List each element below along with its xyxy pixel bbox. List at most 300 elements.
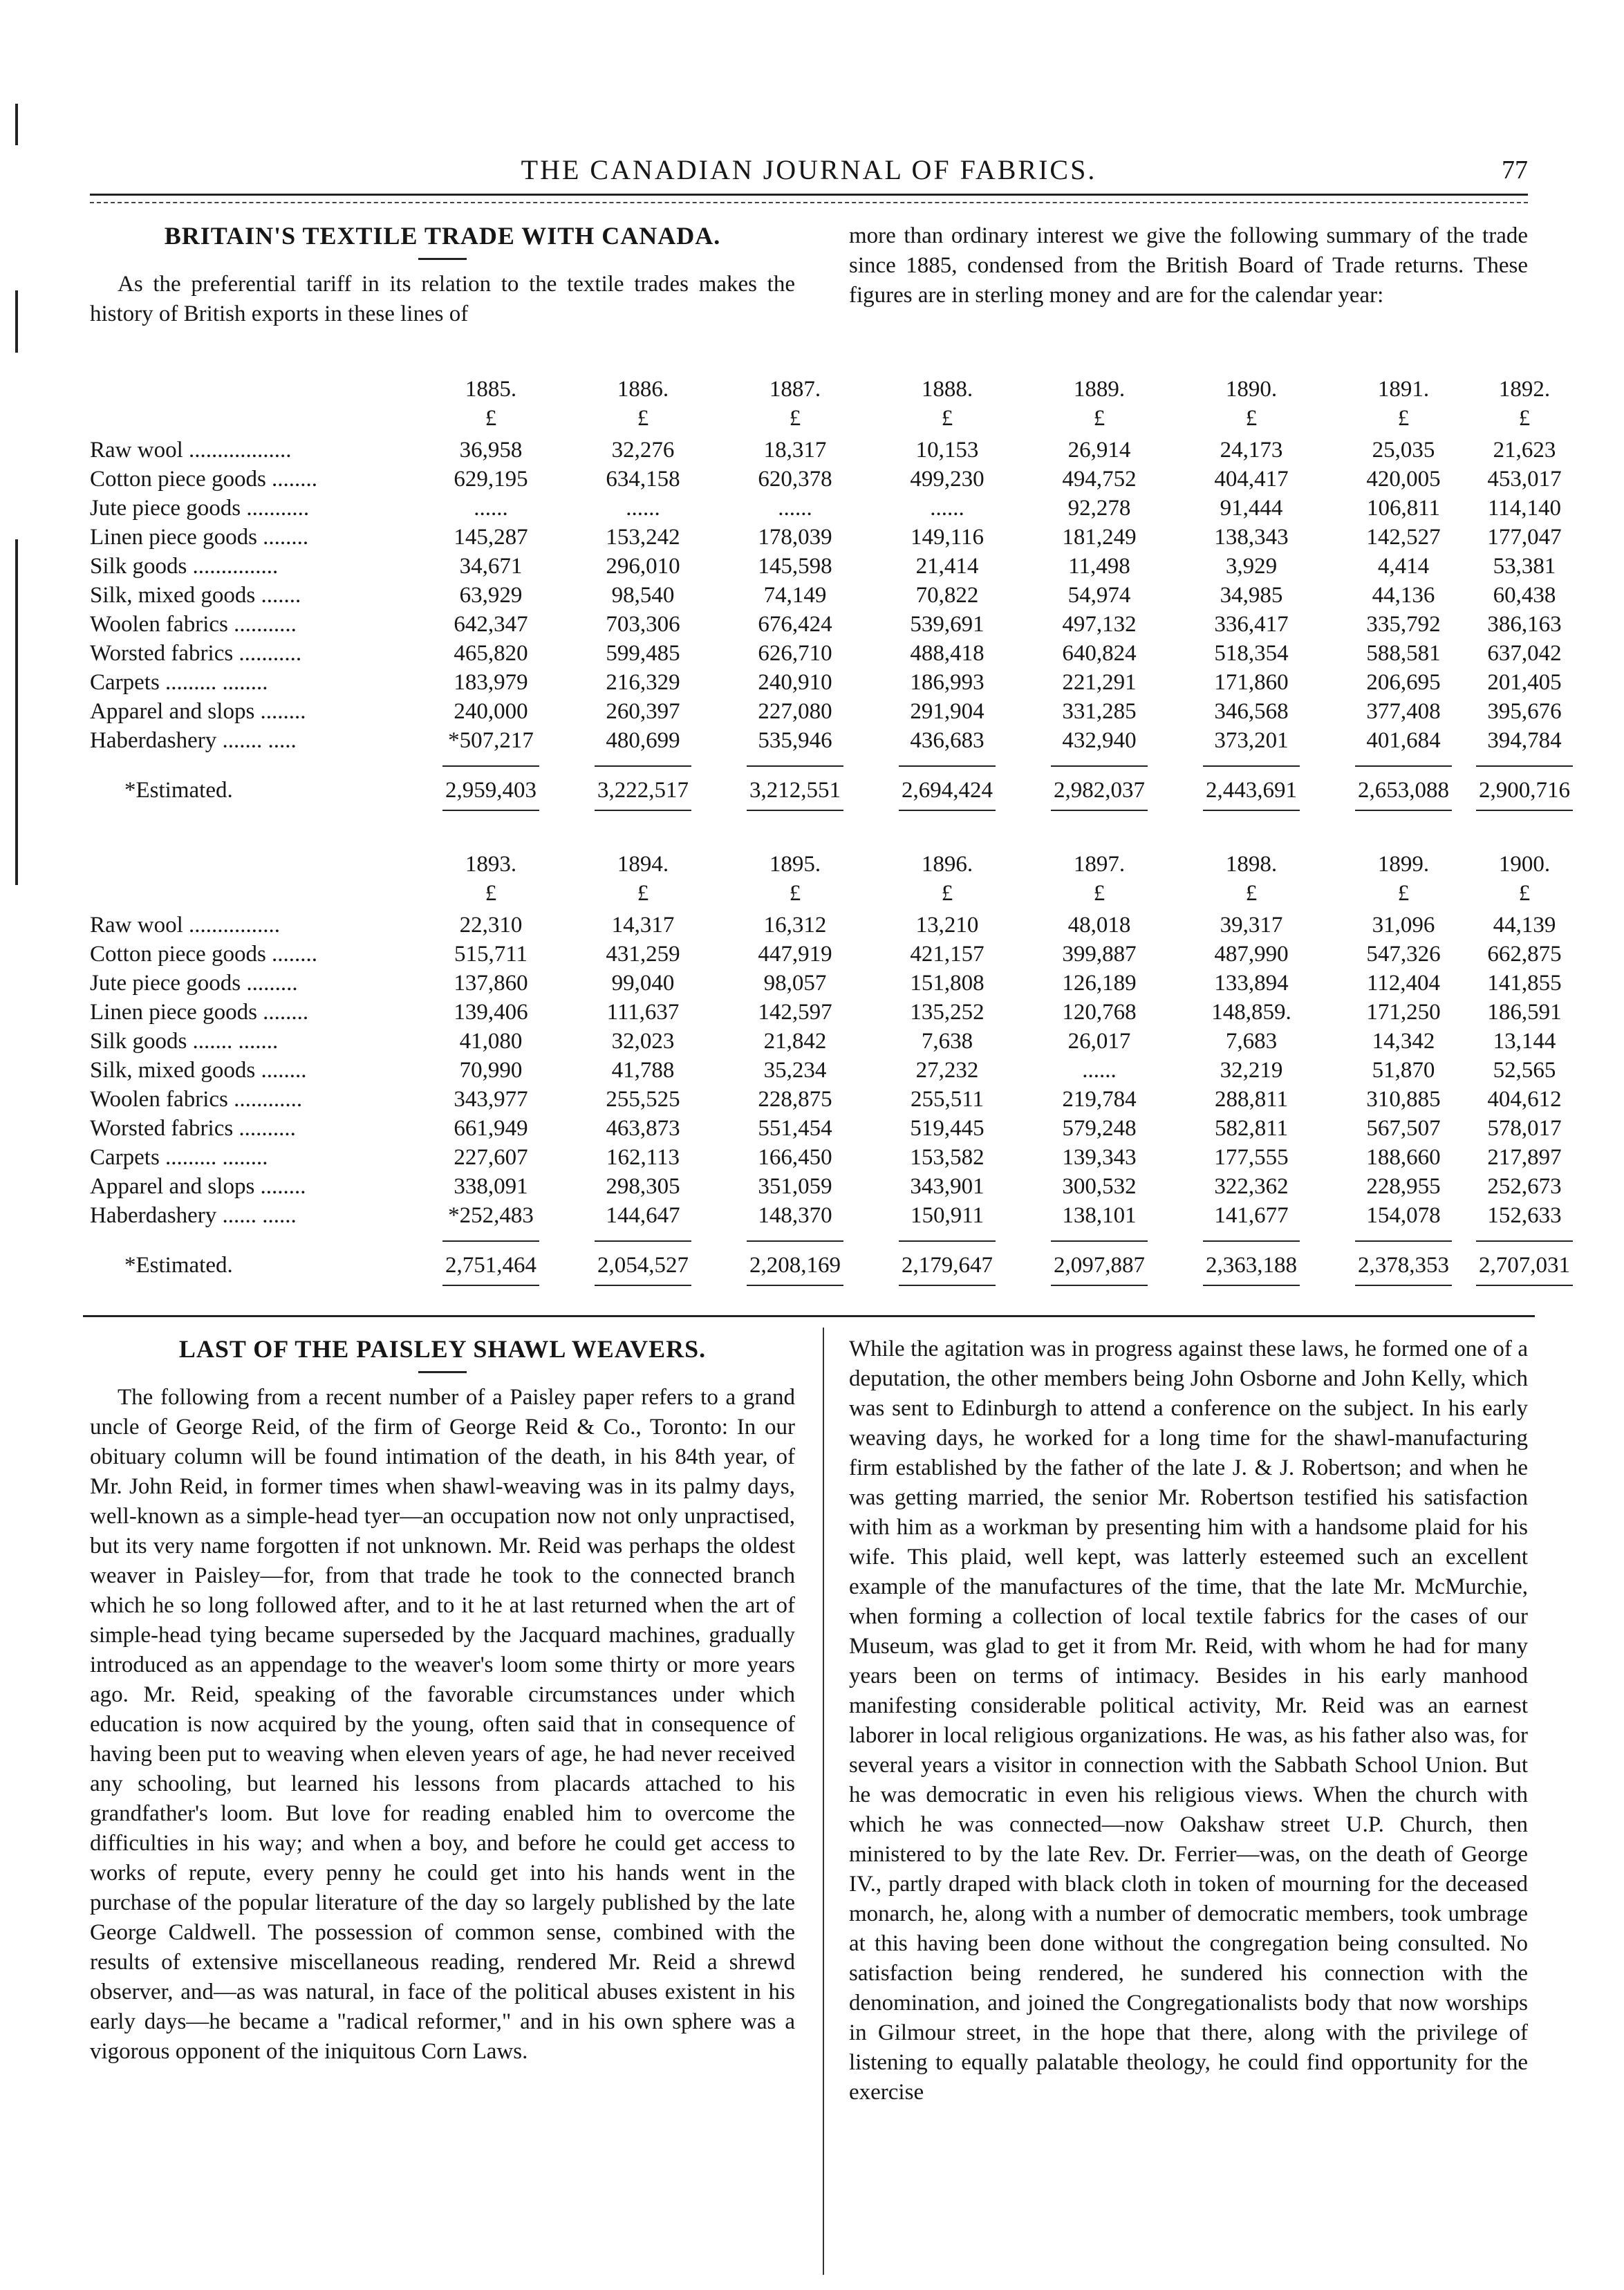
table-cell: 2,054,527 bbox=[597, 1253, 689, 1278]
table-cell: 188,660 bbox=[1366, 1145, 1441, 1170]
table-row bbox=[83, 942, 1562, 971]
table-cell: 137,860 bbox=[454, 971, 528, 996]
table-row bbox=[83, 913, 1556, 942]
article2-heading: LAST OF THE PAISLEY SHAWL WEAVERS. bbox=[178, 1335, 707, 1363]
table-cell: 186,993 bbox=[910, 670, 984, 695]
unit-header-row bbox=[83, 406, 1535, 435]
sum-rule bbox=[595, 810, 691, 811]
sum-rule bbox=[1051, 810, 1148, 811]
table-cell: 4,414 bbox=[1377, 554, 1430, 579]
table-cell: 343,901 bbox=[910, 1174, 984, 1199]
table-cell: 148,859. bbox=[1211, 1000, 1291, 1025]
row-label: Linen piece goods ........ bbox=[90, 525, 309, 550]
table-row bbox=[83, 1203, 1562, 1232]
table-cell: 153,582 bbox=[910, 1145, 984, 1170]
table-cell: *507,217 bbox=[448, 728, 534, 753]
article2-text-left: The following from a recent number of a Paisley paper refers to a grand uncle of George Reid, of the firm of George Reid & Co., Toronto: In our obituary column will be found intimation of the death, in his 84th year, of Mr. John Reid, in former times when shawl-weaving was in its palmy days, well-known as a simple-head tyer—an occupation now not only unpractised, but its very name forgotten if not unknown. Mr. Reid was perhaps the oldest weaver in Paisley—for, from that trade he took to the connected branch which he so long followed after, and to it he at last returned when the art of simple-head tying became superseded by the Jacquard machines, gradually introduced as an appendage to the weaver's loom some thirty or more years ago. Mr. Reid, speaking of the favorable circumstances under which education is now acquired by the young, often said that in consequence of having been put to weaving when eleven years of age, he had never received any schooling, but learned his lessons from placards attached to his grandfather's loom. But love for reading enabled him to overcome the difficulties in his way; and when a boy, and before he could get access to works of repute, every penny he could get into his hands went in the purchase of the popular literature of the day so largely published by the late George Caldwell. The possession of common sense, combined with the results of extensive miscellaneous reading, rendered Mr. Reid a shrewd observer, and—as was natural, in face of the political abuses existent in his early days—he became a "radical reformer," and in his own sphere was a vigorous opponent of the iniquitous Corn Laws. bbox=[90, 1385, 795, 2064]
table-cell: 52,565 bbox=[1493, 1058, 1556, 1083]
table-cell: 1898. bbox=[1225, 852, 1278, 877]
table-cell: 70,822 bbox=[915, 583, 979, 608]
table-cell: 13,210 bbox=[915, 913, 979, 938]
table-cell: 331,285 bbox=[1062, 699, 1137, 724]
table-cell: 177,555 bbox=[1214, 1145, 1289, 1170]
table-cell: 642,347 bbox=[454, 612, 528, 637]
table-cell: 145,598 bbox=[758, 554, 832, 579]
sum-rule bbox=[595, 765, 691, 767]
table-row bbox=[83, 554, 1556, 583]
sum-rule-row bbox=[83, 807, 1535, 821]
row-label: Cotton piece goods ........ bbox=[90, 467, 318, 492]
table-cell: 138,343 bbox=[1214, 525, 1289, 550]
table-row bbox=[83, 1145, 1562, 1174]
table-cell: 14,317 bbox=[611, 913, 675, 938]
table-cell: 2,363,188 bbox=[1206, 1253, 1297, 1278]
table-cell: 3,929 bbox=[1225, 554, 1278, 579]
table-cell: 154,078 bbox=[1366, 1203, 1441, 1228]
table-cell: 662,875 bbox=[1487, 942, 1562, 967]
table-cell: 44,139 bbox=[1493, 913, 1556, 938]
table-row bbox=[83, 583, 1556, 612]
table-cell: *252,483 bbox=[448, 1203, 534, 1228]
table-cell: 39,317 bbox=[1220, 913, 1283, 938]
table-cell: 465,820 bbox=[454, 641, 528, 666]
table-cell: £ bbox=[789, 406, 801, 431]
table-cell: 1889. bbox=[1073, 377, 1126, 402]
row-label: *Estimated. bbox=[124, 778, 233, 803]
row-label: Jute piece goods ........... bbox=[90, 496, 310, 521]
table-cell: 106,811 bbox=[1366, 496, 1441, 521]
table-cell: 518,354 bbox=[1214, 641, 1289, 666]
sum-rule bbox=[899, 810, 996, 811]
table-cell: 1887. bbox=[769, 377, 821, 402]
sum-rule bbox=[1355, 1285, 1452, 1286]
sum-rule bbox=[442, 765, 539, 767]
sum-rule bbox=[595, 1285, 691, 1286]
table-cell: 74,149 bbox=[763, 583, 827, 608]
table-cell: 221,291 bbox=[1062, 670, 1137, 695]
heading-rule bbox=[418, 1371, 467, 1373]
table-cell: 336,417 bbox=[1214, 612, 1289, 637]
row-label: Silk, mixed goods ........ bbox=[90, 1058, 307, 1083]
article1-intro-right bbox=[849, 221, 1528, 310]
table-cell: 377,408 bbox=[1366, 699, 1441, 724]
scan-edge-mark bbox=[15, 539, 18, 885]
table-cell: 395,676 bbox=[1487, 699, 1562, 724]
table-cell: 48,018 bbox=[1067, 913, 1131, 938]
table-cell: 582,811 bbox=[1214, 1116, 1289, 1141]
table-cell: 463,873 bbox=[606, 1116, 680, 1141]
header-rule bbox=[90, 194, 1528, 196]
table-cell: 7,683 bbox=[1225, 1029, 1278, 1054]
row-label: Carpets ......... ........ bbox=[90, 670, 268, 695]
sum-rule bbox=[1476, 765, 1573, 767]
table-cell: 34,985 bbox=[1220, 583, 1283, 608]
table-cell: 51,870 bbox=[1372, 1058, 1435, 1083]
table-cell: 126,189 bbox=[1062, 971, 1137, 996]
table-cell: 98,057 bbox=[763, 971, 827, 996]
table-cell: 99,040 bbox=[611, 971, 675, 996]
row-label: Worsted fabrics .......... bbox=[90, 1116, 296, 1141]
table-row bbox=[83, 699, 1562, 728]
table-cell: 626,710 bbox=[758, 641, 832, 666]
table-cell: 1891. bbox=[1377, 377, 1430, 402]
table-cell: 322,362 bbox=[1214, 1174, 1289, 1199]
article1-intro-text: As the preferential tariff in its relation to the textile trades makes the history of British exports in these lines of bbox=[90, 272, 795, 326]
table-cell: £ bbox=[485, 881, 497, 906]
table-cell: 145,287 bbox=[454, 525, 528, 550]
table-cell: 661,949 bbox=[454, 1116, 528, 1141]
table-cell: 2,751,464 bbox=[445, 1253, 536, 1278]
table-cell: 1892. bbox=[1498, 377, 1551, 402]
table-cell: 41,080 bbox=[459, 1029, 523, 1054]
row-label: Haberdashery ...... ...... bbox=[90, 1203, 297, 1228]
table-cell: 138,101 bbox=[1062, 1203, 1137, 1228]
table-cell: 629,195 bbox=[454, 467, 528, 492]
table-cell: 399,887 bbox=[1062, 942, 1137, 967]
table-cell: 227,607 bbox=[454, 1145, 528, 1170]
totals-row bbox=[83, 1253, 1570, 1282]
heading-rule bbox=[418, 258, 467, 260]
row-label: Cotton piece goods ........ bbox=[90, 942, 318, 967]
table-cell: £ bbox=[1518, 881, 1531, 906]
table-cell: ...... bbox=[474, 496, 508, 521]
table-cell: 111,637 bbox=[606, 1000, 680, 1025]
table-cell: 54,974 bbox=[1067, 583, 1131, 608]
table-cell: 703,306 bbox=[606, 612, 680, 637]
table-cell: 1900. bbox=[1498, 852, 1551, 877]
table-cell: £ bbox=[637, 406, 649, 431]
table-cell: 634,158 bbox=[606, 467, 680, 492]
table-cell: 346,568 bbox=[1214, 699, 1289, 724]
table-cell: £ bbox=[1245, 406, 1258, 431]
table-row bbox=[83, 496, 1562, 525]
sum-rule bbox=[1051, 1240, 1148, 1242]
sum-rule bbox=[1476, 810, 1573, 811]
table-cell: 135,252 bbox=[910, 1000, 984, 1025]
table-cell: 480,699 bbox=[606, 728, 680, 753]
table-cell: 26,017 bbox=[1067, 1029, 1131, 1054]
table-cell: 373,201 bbox=[1214, 728, 1289, 753]
table-cell: 335,792 bbox=[1366, 612, 1441, 637]
article1-intro-left bbox=[90, 221, 795, 329]
row-label: Jute piece goods ......... bbox=[90, 971, 298, 996]
sum-rule bbox=[899, 1285, 996, 1286]
table-cell: ...... bbox=[626, 496, 660, 521]
table-cell: 404,417 bbox=[1214, 467, 1289, 492]
table-cell: 141,855 bbox=[1487, 971, 1562, 996]
table-cell: 2,900,716 bbox=[1479, 778, 1570, 803]
table-cell: 298,305 bbox=[606, 1174, 680, 1199]
table-cell: 401,684 bbox=[1366, 728, 1441, 753]
table-cell: 92,278 bbox=[1067, 496, 1131, 521]
row-label: Silk, mixed goods ....... bbox=[90, 583, 301, 608]
sum-rule bbox=[1355, 765, 1452, 767]
table-row bbox=[83, 438, 1556, 467]
table-cell: 27,232 bbox=[915, 1058, 979, 1083]
table-cell: 98,540 bbox=[611, 583, 675, 608]
table-cell: 588,581 bbox=[1366, 641, 1441, 666]
table-cell: 519,445 bbox=[910, 1116, 984, 1141]
table-cell: 32,276 bbox=[611, 438, 675, 463]
table-cell: ...... bbox=[1082, 1058, 1117, 1083]
page-number: 77 bbox=[1502, 156, 1528, 185]
table-cell: £ bbox=[1093, 881, 1105, 906]
table-cell: 31,096 bbox=[1372, 913, 1435, 938]
table-cell: 16,312 bbox=[763, 913, 827, 938]
table-cell: £ bbox=[1093, 406, 1105, 431]
row-label: Silk goods ............... bbox=[90, 554, 279, 579]
table-row bbox=[83, 728, 1562, 757]
year-header-row bbox=[83, 377, 1551, 406]
table-cell: 1895. bbox=[769, 852, 821, 877]
table-cell: 620,378 bbox=[758, 467, 832, 492]
table-cell: 599,485 bbox=[606, 641, 680, 666]
table-cell: 181,249 bbox=[1062, 525, 1137, 550]
table-cell: 386,163 bbox=[1487, 612, 1562, 637]
table-cell: 13,144 bbox=[1493, 1029, 1556, 1054]
table-cell: ...... bbox=[930, 496, 964, 521]
table-cell: 3,212,551 bbox=[749, 778, 841, 803]
row-label: Raw wool ................ bbox=[90, 913, 280, 938]
sum-rule bbox=[1355, 810, 1452, 811]
row-label: Woolen fabrics ........... bbox=[90, 612, 297, 637]
table-cell: 291,904 bbox=[910, 699, 984, 724]
sum-rule bbox=[1051, 1285, 1148, 1286]
table-cell: 300,532 bbox=[1062, 1174, 1137, 1199]
sum-rule bbox=[747, 1285, 843, 1286]
table-cell: 26,914 bbox=[1067, 438, 1131, 463]
sum-rule bbox=[747, 1240, 843, 1242]
table-cell: 2,982,037 bbox=[1054, 778, 1145, 803]
table-cell: 151,808 bbox=[910, 971, 984, 996]
table-cell: 1894. bbox=[617, 852, 669, 877]
table-row bbox=[83, 1058, 1556, 1087]
trade-table-1893-1900 bbox=[83, 852, 1570, 1296]
table-cell: 114,140 bbox=[1487, 496, 1562, 521]
table-cell: 36,958 bbox=[459, 438, 523, 463]
sum-rule bbox=[595, 1240, 691, 1242]
table-cell: 35,234 bbox=[763, 1058, 827, 1083]
table-cell: 431,259 bbox=[606, 942, 680, 967]
header-rule-dashed bbox=[90, 202, 1528, 203]
article1-heading: BRITAIN'S TEXTILE TRADE WITH CANADA. bbox=[164, 222, 721, 250]
table-cell: 44,136 bbox=[1372, 583, 1435, 608]
table-cell: 171,860 bbox=[1214, 670, 1289, 695]
table-cell: 676,424 bbox=[758, 612, 832, 637]
totals-row bbox=[83, 778, 1570, 807]
table-cell: 139,406 bbox=[454, 1000, 528, 1025]
table-cell: £ bbox=[1518, 406, 1531, 431]
table-cell: 166,450 bbox=[758, 1145, 832, 1170]
table-cell: 240,000 bbox=[454, 699, 528, 724]
table-cell: 25,035 bbox=[1372, 438, 1435, 463]
table-cell: 70,990 bbox=[459, 1058, 523, 1083]
table-cell: £ bbox=[1245, 881, 1258, 906]
table-cell: 91,444 bbox=[1220, 496, 1283, 521]
table-cell: 216,329 bbox=[606, 670, 680, 695]
table-cell: 144,647 bbox=[606, 1203, 680, 1228]
table-cell: 32,023 bbox=[611, 1029, 675, 1054]
table-cell: 142,597 bbox=[758, 1000, 832, 1025]
sum-rule bbox=[1051, 765, 1148, 767]
table-cell: 2,653,088 bbox=[1358, 778, 1449, 803]
table-cell: 310,885 bbox=[1366, 1087, 1441, 1112]
table-cell: 436,683 bbox=[910, 728, 984, 753]
table-row bbox=[83, 467, 1562, 496]
sum-rule-row bbox=[83, 757, 1535, 778]
sum-rule bbox=[899, 1240, 996, 1242]
table-cell: 22,310 bbox=[459, 913, 523, 938]
table-cell: £ bbox=[789, 881, 801, 906]
sum-rule bbox=[1476, 1240, 1573, 1242]
table-cell: 10,153 bbox=[915, 438, 979, 463]
row-label: Raw wool .................. bbox=[90, 438, 292, 463]
table-cell: 453,017 bbox=[1487, 467, 1562, 492]
table-cell: 219,784 bbox=[1062, 1087, 1137, 1112]
table-cell: 296,010 bbox=[606, 554, 680, 579]
table-cell: £ bbox=[1397, 881, 1410, 906]
table-cell: 1899. bbox=[1377, 852, 1430, 877]
table-cell: 539,691 bbox=[910, 612, 984, 637]
table-cell: £ bbox=[941, 406, 953, 431]
table-cell: 112,404 bbox=[1366, 971, 1441, 996]
table-cell: 120,768 bbox=[1062, 1000, 1137, 1025]
scan-edge-mark bbox=[15, 104, 18, 145]
row-label: Worsted fabrics ........... bbox=[90, 641, 302, 666]
table-cell: £ bbox=[637, 881, 649, 906]
table-row bbox=[83, 670, 1562, 699]
table-cell: 578,017 bbox=[1487, 1116, 1562, 1141]
row-label: Woolen fabrics ............ bbox=[90, 1087, 303, 1112]
table-cell: 171,250 bbox=[1366, 1000, 1441, 1025]
table-cell: 255,525 bbox=[606, 1087, 680, 1112]
table-cell: £ bbox=[1397, 406, 1410, 431]
table-cell: 141,677 bbox=[1214, 1203, 1289, 1228]
article2-left-column bbox=[90, 1334, 795, 2067]
row-label: Apparel and slops ........ bbox=[90, 1174, 306, 1199]
sum-rule bbox=[1476, 1285, 1573, 1286]
sum-rule bbox=[442, 1240, 539, 1242]
sum-rule bbox=[899, 765, 996, 767]
table-row bbox=[83, 641, 1562, 670]
table-cell: 255,511 bbox=[910, 1087, 984, 1112]
table-cell: 41,788 bbox=[611, 1058, 675, 1083]
table-cell: 201,405 bbox=[1487, 670, 1562, 695]
column-divider bbox=[823, 1328, 824, 2275]
sum-rule bbox=[747, 765, 843, 767]
table-cell: 162,113 bbox=[606, 1145, 680, 1170]
table-cell: 288,811 bbox=[1214, 1087, 1289, 1112]
table-cell: 579,248 bbox=[1062, 1116, 1137, 1141]
table-cell: ...... bbox=[778, 496, 812, 521]
table-cell: 3,222,517 bbox=[597, 778, 689, 803]
table-cell: 2,707,031 bbox=[1479, 1253, 1570, 1278]
table-cell: 133,894 bbox=[1214, 971, 1289, 996]
year-header-row bbox=[83, 852, 1551, 881]
table-cell: 178,039 bbox=[758, 525, 832, 550]
table-cell: 2,097,887 bbox=[1054, 1253, 1145, 1278]
unit-header-row bbox=[83, 881, 1535, 910]
table-cell: 343,977 bbox=[454, 1087, 528, 1112]
article1-intro-continued: more than ordinary interest we give the following summary of the trade since 1885, condensed from the British Board of Trade returns. These figures are in sterling money and are for the calendar year: bbox=[849, 223, 1528, 308]
table-cell: 1893. bbox=[465, 852, 517, 877]
table-cell: 34,671 bbox=[459, 554, 523, 579]
table-cell: 2,378,353 bbox=[1358, 1253, 1449, 1278]
table-row bbox=[83, 1174, 1562, 1203]
table-cell: 32,219 bbox=[1220, 1058, 1283, 1083]
table-cell: 14,342 bbox=[1372, 1029, 1435, 1054]
table-cell: 240,910 bbox=[758, 670, 832, 695]
table-cell: £ bbox=[485, 406, 497, 431]
table-cell: 217,897 bbox=[1487, 1145, 1562, 1170]
journal-title: THE CANADIAN JOURNAL OF FABRICS. bbox=[521, 154, 1097, 185]
table-cell: 260,397 bbox=[606, 699, 680, 724]
table-cell: 148,370 bbox=[758, 1203, 832, 1228]
table-cell: 494,752 bbox=[1062, 467, 1137, 492]
article2-text-right: While the agitation was in progress against these laws, he formed one of a deputation, the other members being John Osborne and John Kelly, which was sent to Edinburgh to attend a conference on the subject. In his early weaving days, he worked for a long time for the shawl-manufacturing firm established by the father of the late J. & J. Robertson; and when he was getting married, the senior Mr. Robertson testified his satisfaction with him as a workman by presenting him with a handsome plaid for his wife. This plaid, well kept, was latterly esteemed such an excellent example of the manufactures of the time, that the late Mr. McMurchie, when forming a collection of local textile fabrics for the cases of our Museum, was glad to get it from Mr. Reid, with whom he had for many years been on terms of intimacy. Besides in his early manhood manifesting considerable political activity, Mr. Reid was an earnest laborer in local religious organizations. He was, as his father also was, for several years a visitor in connection with the Sabbath School Union. But he was democratic in even his religious views. When the church with which he was connected—now Oakshaw street U.P. Church, then ministered to by the late Rev. Dr. Ferrier—was, on the death of George IV., partly draped with black cloth in token of mourning for the deceased monarch, he, along with a number of democratic members, took umbrage at this having been done without the congregation being consulted. No satisfaction being rendered, he sundered his connection with the denomination, and joined the Congregationalists body that now worships in Gilmour street, in the hope that there, along with the privilege of listening to equally palatable theology, he could find opportunity for the exercise bbox=[849, 1337, 1528, 2105]
table-cell: 152,633 bbox=[1487, 1203, 1562, 1228]
table-cell: 142,527 bbox=[1366, 525, 1441, 550]
table-cell: 338,091 bbox=[454, 1174, 528, 1199]
table-cell: 1885. bbox=[465, 377, 517, 402]
table-cell: 252,673 bbox=[1487, 1174, 1562, 1199]
article2-right-column bbox=[849, 1334, 1528, 2107]
table-cell: 2,208,169 bbox=[749, 1253, 841, 1278]
table-cell: 53,381 bbox=[1493, 554, 1556, 579]
table-cell: 487,990 bbox=[1214, 942, 1289, 967]
table-cell: 394,784 bbox=[1487, 728, 1562, 753]
sum-rule bbox=[442, 810, 539, 811]
table-cell: 420,005 bbox=[1366, 467, 1441, 492]
table-cell: 227,080 bbox=[758, 699, 832, 724]
sum-rule bbox=[747, 810, 843, 811]
table-cell: 186,591 bbox=[1487, 1000, 1562, 1025]
sum-rule bbox=[1203, 765, 1300, 767]
table-row bbox=[83, 1000, 1562, 1029]
sum-rule bbox=[1203, 810, 1300, 811]
table-cell: 150,911 bbox=[910, 1203, 984, 1228]
table-row bbox=[83, 1116, 1562, 1145]
table-cell: 2,959,403 bbox=[445, 778, 536, 803]
table-cell: 2,443,691 bbox=[1206, 778, 1297, 803]
table-cell: 228,875 bbox=[758, 1087, 832, 1112]
table-row bbox=[83, 971, 1562, 1000]
table-cell: 149,116 bbox=[910, 525, 984, 550]
table-cell: 497,132 bbox=[1062, 612, 1137, 637]
section-divider bbox=[83, 1315, 1535, 1317]
row-label: Silk goods ....... ....... bbox=[90, 1029, 279, 1054]
table-row bbox=[83, 525, 1562, 554]
table-row bbox=[83, 1029, 1556, 1058]
sum-rule-row bbox=[83, 1232, 1535, 1253]
table-cell: 404,612 bbox=[1487, 1087, 1562, 1112]
row-label: *Estimated. bbox=[124, 1253, 233, 1278]
table-cell: 447,919 bbox=[758, 942, 832, 967]
table-cell: 177,047 bbox=[1487, 525, 1562, 550]
table-row bbox=[83, 612, 1562, 641]
scan-edge-mark bbox=[15, 290, 18, 353]
table-cell: 183,979 bbox=[454, 670, 528, 695]
table-cell: 351,059 bbox=[758, 1174, 832, 1199]
table-row bbox=[83, 1087, 1562, 1116]
table-cell: 60,438 bbox=[1493, 583, 1556, 608]
table-cell: 21,623 bbox=[1493, 438, 1556, 463]
sum-rule bbox=[1203, 1285, 1300, 1286]
table-cell: 567,507 bbox=[1366, 1116, 1441, 1141]
table-cell: 18,317 bbox=[763, 438, 827, 463]
table-cell: 63,929 bbox=[459, 583, 523, 608]
row-label: Apparel and slops ........ bbox=[90, 699, 306, 724]
